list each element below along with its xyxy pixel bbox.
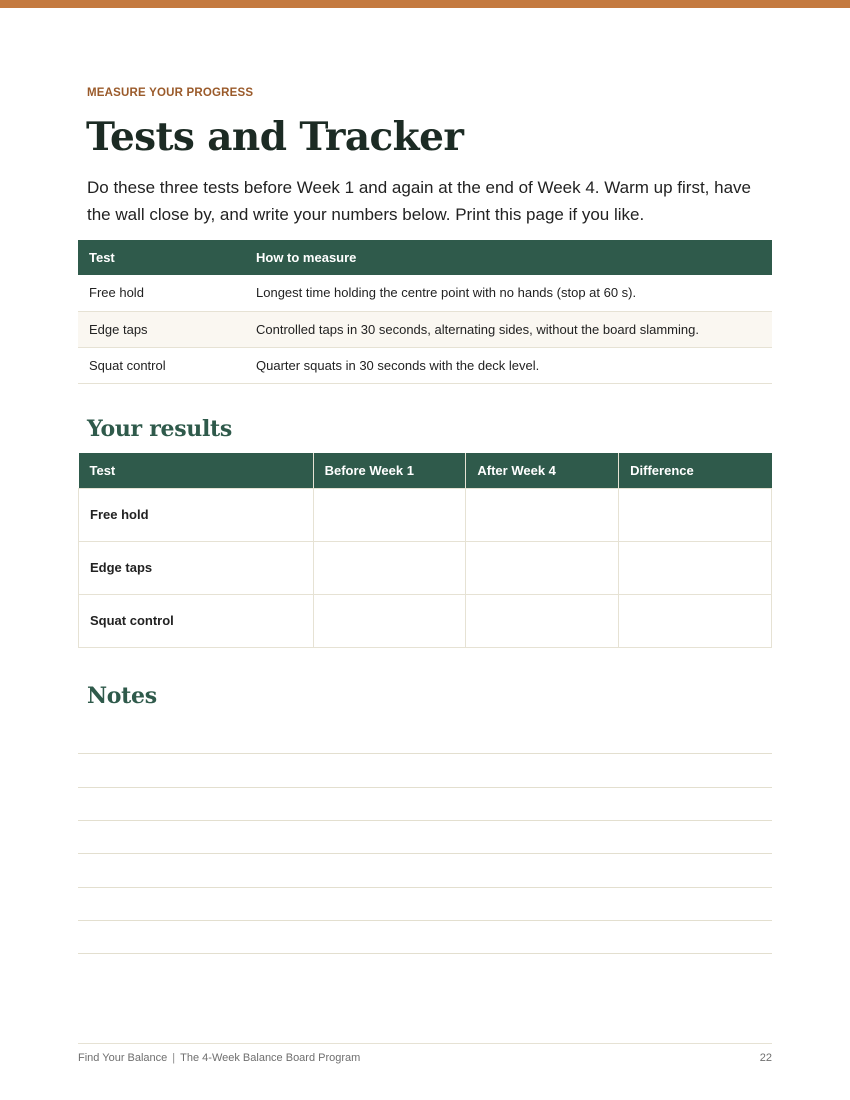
table-row bbox=[78, 311, 772, 347]
result-test-cell: Edge taps bbox=[79, 541, 314, 594]
after-week4-field[interactable] bbox=[466, 488, 619, 541]
difference-field[interactable] bbox=[619, 594, 772, 647]
before-week1-field[interactable] bbox=[313, 488, 466, 541]
note-line[interactable] bbox=[78, 787, 772, 788]
note-line[interactable] bbox=[78, 953, 772, 954]
tests-header-how: How to measure bbox=[245, 240, 772, 275]
footer-divider bbox=[78, 1043, 772, 1044]
note-line[interactable] bbox=[78, 753, 772, 754]
table-row bbox=[78, 347, 772, 383]
results-header-before: Before Week 1 bbox=[313, 453, 466, 488]
test-name-cell: Free hold bbox=[78, 275, 245, 311]
test-name-cell: Edge taps bbox=[78, 311, 245, 347]
table-row bbox=[79, 488, 772, 541]
results-table-header-row bbox=[79, 453, 772, 488]
after-week4-field[interactable] bbox=[466, 541, 619, 594]
results-header-after: After Week 4 bbox=[466, 453, 619, 488]
after-week4-field[interactable] bbox=[466, 594, 619, 647]
footer-separator: | bbox=[172, 1052, 176, 1064]
before-week1-field[interactable] bbox=[313, 594, 466, 647]
footer-program-title: The 4-Week Balance Board Program bbox=[180, 1052, 361, 1064]
table-row bbox=[79, 541, 772, 594]
note-line[interactable] bbox=[78, 887, 772, 888]
before-week1-field[interactable] bbox=[313, 541, 466, 594]
tests-table-header-row bbox=[78, 240, 772, 275]
note-line[interactable] bbox=[78, 920, 772, 921]
test-method-cell: Longest time holding the centre point with no hands (stop at 60 s). bbox=[245, 275, 772, 311]
results-table bbox=[78, 453, 772, 648]
top-accent-bar bbox=[0, 0, 850, 8]
notes-heading: Notes bbox=[87, 683, 157, 709]
test-name-cell: Squat control bbox=[78, 347, 245, 383]
section-eyebrow: MEASURE YOUR PROGRESS bbox=[87, 87, 254, 99]
test-method-cell: Quarter squats in 30 seconds with the deck level. bbox=[245, 347, 772, 383]
difference-field[interactable] bbox=[619, 488, 772, 541]
tests-header-test: Test bbox=[78, 240, 245, 275]
table-row bbox=[78, 275, 772, 311]
table-row bbox=[79, 594, 772, 647]
difference-field[interactable] bbox=[619, 541, 772, 594]
result-test-cell: Squat control bbox=[79, 594, 314, 647]
page-number: 22 bbox=[759, 1052, 772, 1064]
test-method-cell: Controlled taps in 30 seconds, alternating sides, without the board slamming. bbox=[245, 311, 772, 347]
results-header-test: Test bbox=[79, 453, 314, 488]
footer-book-info bbox=[78, 1052, 360, 1064]
page-title: Tests and Tracker bbox=[86, 114, 464, 160]
results-heading: Your results bbox=[87, 416, 232, 442]
footer-book-title: Find Your Balance bbox=[78, 1052, 168, 1064]
note-line[interactable] bbox=[78, 820, 772, 821]
result-test-cell: Free hold bbox=[79, 488, 314, 541]
intro-paragraph: Do these three tests before Week 1 and again at the end of Week 4. Warm up first, have the wall close by, and write your numbers below. Print this page if you like. bbox=[87, 178, 751, 224]
results-header-difference: Difference bbox=[619, 453, 772, 488]
note-line[interactable] bbox=[78, 853, 772, 854]
tests-table bbox=[78, 240, 772, 384]
